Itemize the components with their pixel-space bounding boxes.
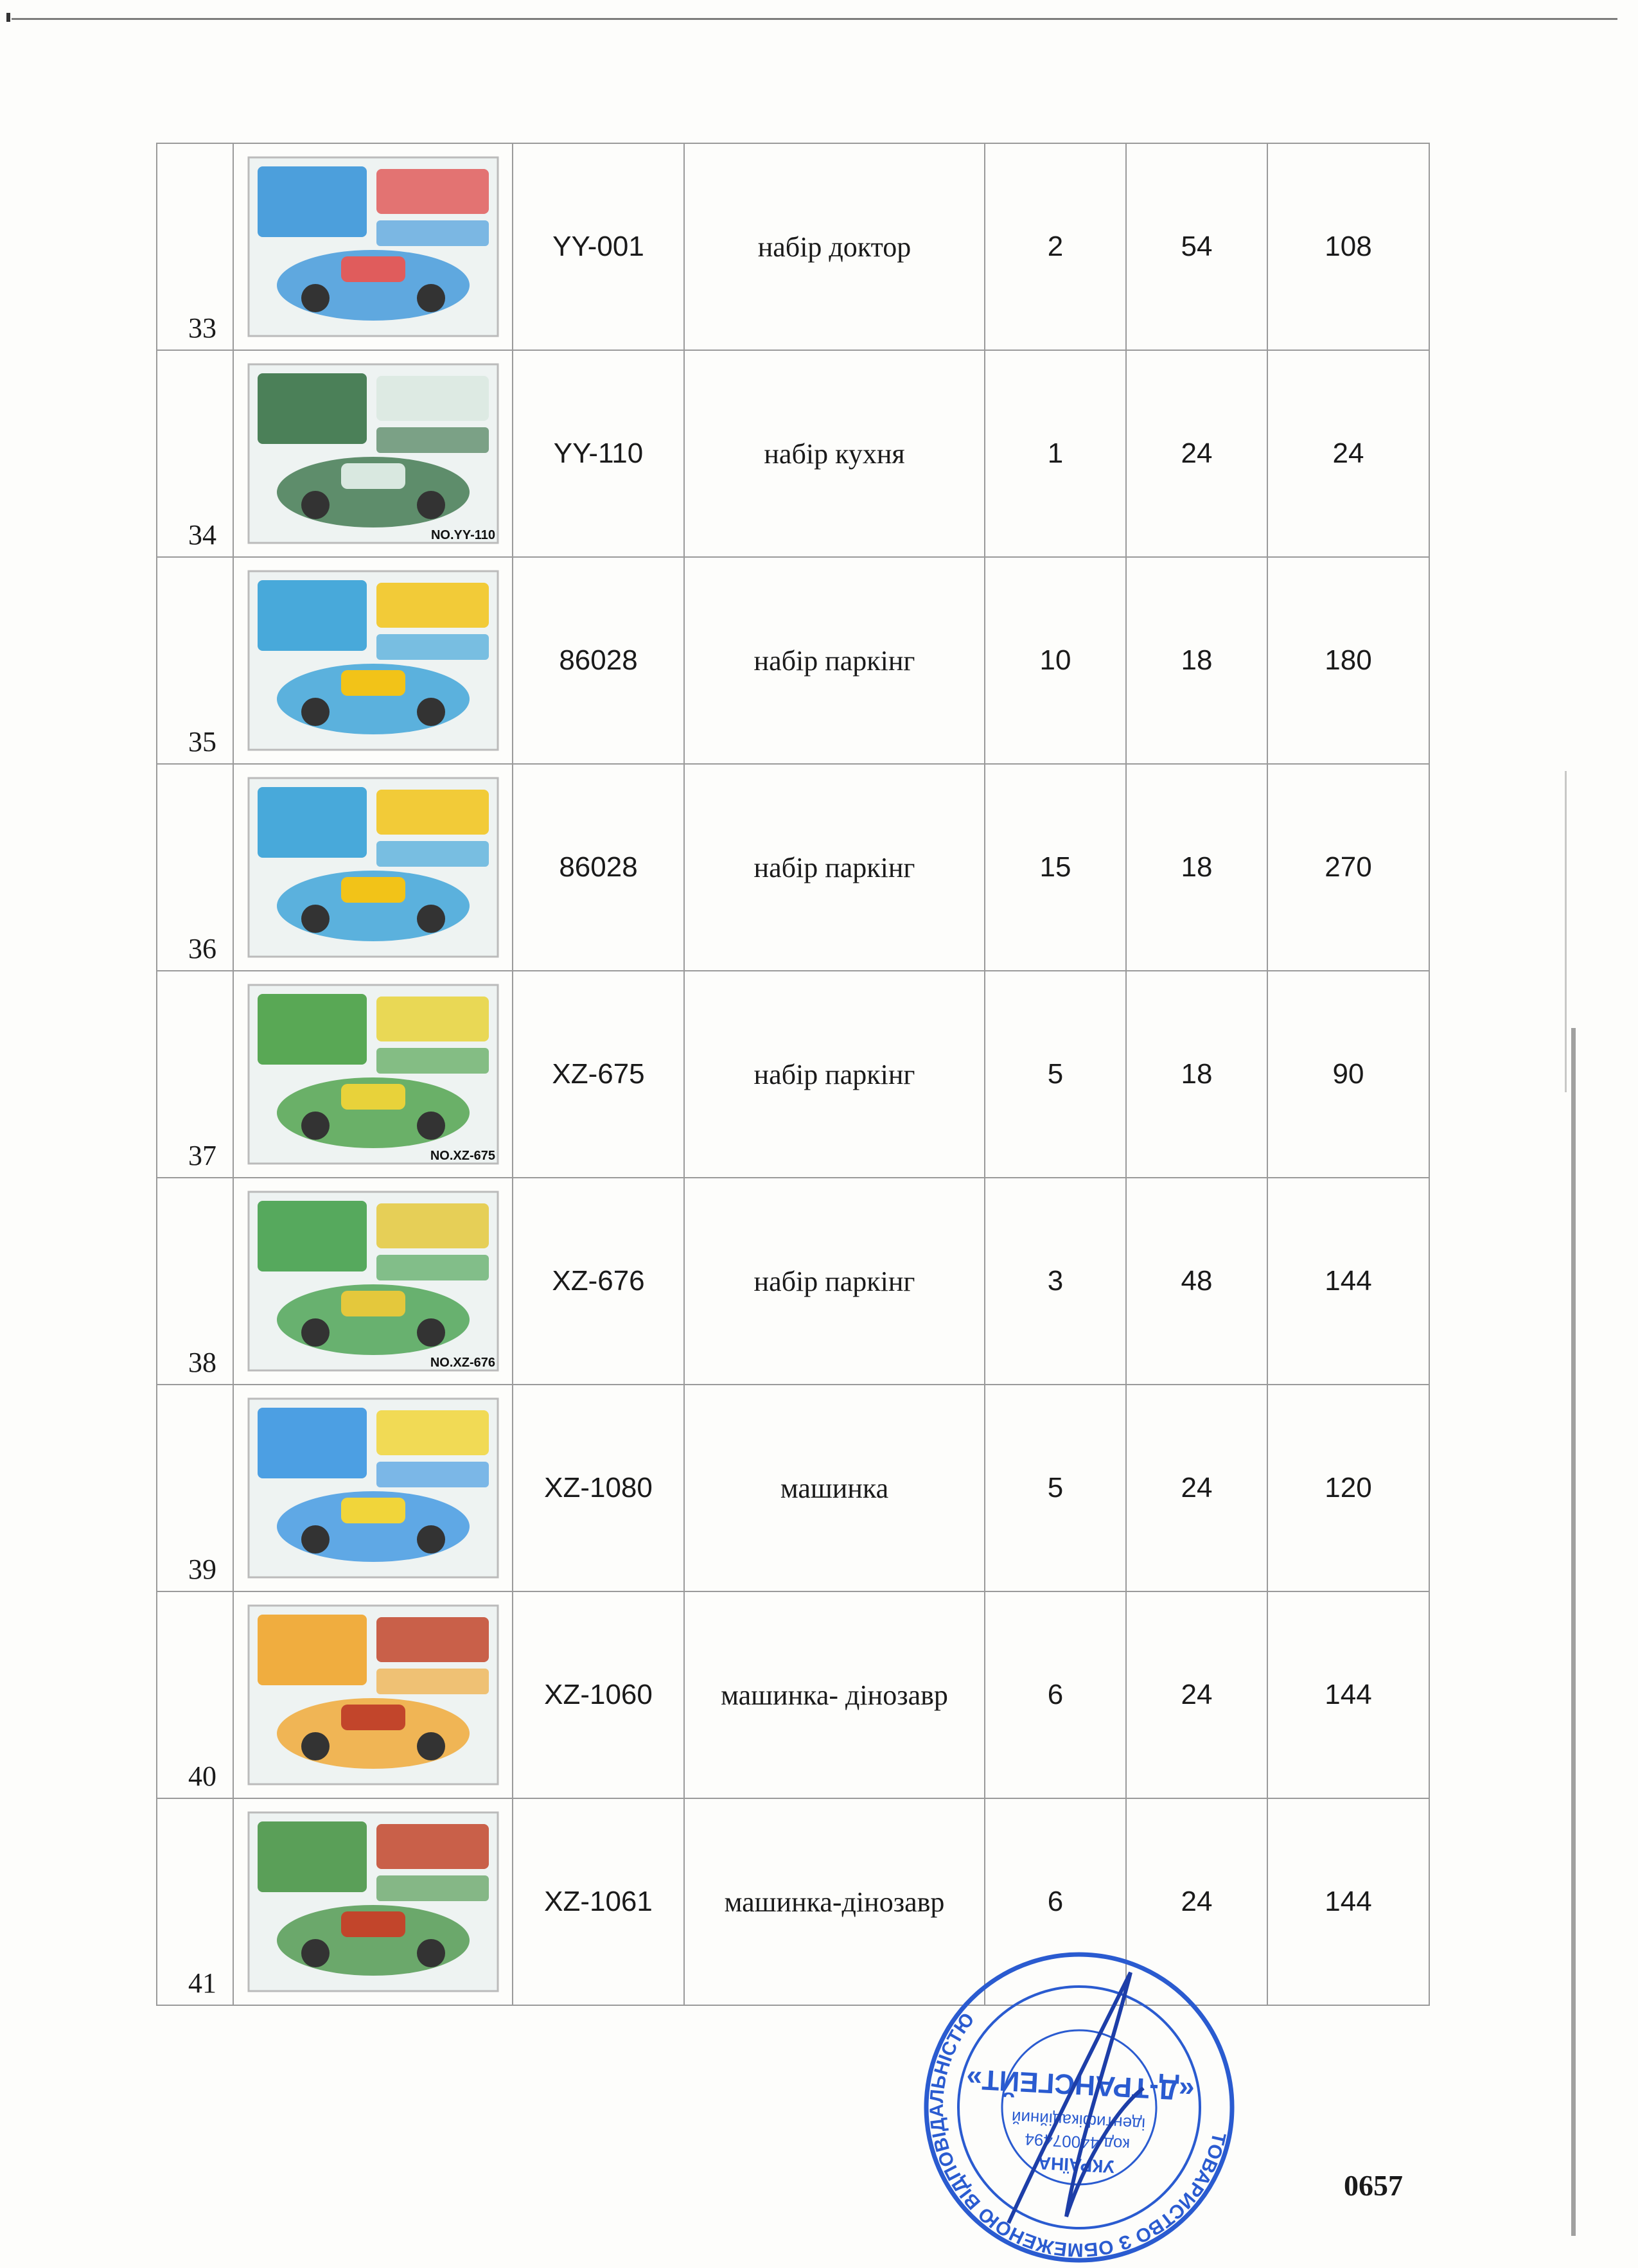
product-code-cell: YY-110 <box>513 350 684 557</box>
quantity-cell: 10 <box>985 557 1126 764</box>
scan-artifact-right-edge <box>1571 1028 1576 2236</box>
quantity-cell: 3 <box>985 1178 1126 1385</box>
items-table <box>156 143 1430 2006</box>
stamp-code: код 44007494 <box>1024 2129 1131 2155</box>
product-image-cell-cell <box>233 350 513 557</box>
product-name-cell: набір паркінг <box>684 1178 985 1385</box>
row-number-cell <box>157 557 233 764</box>
unit-price-cell: 24 <box>1126 1798 1267 2005</box>
product-code-cell: XZ-1080 <box>513 1385 684 1591</box>
product-image-cell-cell <box>233 143 513 350</box>
line-total-cell: 144 <box>1267 1591 1429 1798</box>
page-number: 0657 <box>1344 2169 1403 2202</box>
product-code-cell: 86028 <box>513 764 684 971</box>
product-name-cell: набір доктор <box>684 143 985 350</box>
parking-set-box-icon <box>245 567 502 754</box>
row-number: 38 <box>188 1347 216 1378</box>
items-table-body <box>157 143 1429 2005</box>
scan-artifact-mark <box>6 13 10 22</box>
unit-price-cell: 18 <box>1126 764 1267 971</box>
product-code-cell: 86028 <box>513 557 684 764</box>
kitchen-set-box-icon <box>245 360 502 547</box>
product-image-label: NO.YY-110 <box>430 528 495 542</box>
row-number-cell <box>157 1591 233 1798</box>
table-row <box>157 971 1429 1178</box>
product-image-cell-cell <box>233 1385 513 1591</box>
line-total-cell: 24 <box>1267 350 1429 557</box>
product-code-cell: XZ-675 <box>513 971 684 1178</box>
quantity-cell: 5 <box>985 971 1126 1178</box>
product-code-cell: XZ-1061 <box>513 1798 684 2005</box>
stamp-code-label: ідентифікаційний <box>1011 2107 1146 2134</box>
product-image-label: NO.XZ-675 <box>430 1149 495 1163</box>
row-number-cell <box>157 143 233 350</box>
product-name-cell: набір паркінг <box>684 971 985 1178</box>
unit-price-cell: 24 <box>1126 350 1267 557</box>
unit-price-cell: 18 <box>1126 971 1267 1178</box>
product-image-cell-cell <box>233 971 513 1178</box>
scan-artifact-right-line <box>1565 771 1567 1092</box>
line-total-cell: 180 <box>1267 557 1429 764</box>
quantity-cell: 6 <box>985 1591 1126 1798</box>
table-row <box>157 557 1429 764</box>
table-row <box>157 1178 1429 1385</box>
table-row <box>157 143 1429 350</box>
dinosaur-car-green-icon <box>245 1809 502 1995</box>
dinosaur-car-yellow-icon <box>245 1602 502 1788</box>
quantity-cell: 6 <box>985 1798 1126 2005</box>
row-number-cell <box>157 1798 233 2005</box>
line-total-cell: 90 <box>1267 971 1429 1178</box>
blue-car-box-icon <box>245 1395 502 1581</box>
row-number: 34 <box>188 519 216 551</box>
product-image-cell-cell <box>233 1798 513 2005</box>
stamp-country: УКРАЇНА <box>1037 2152 1115 2177</box>
table-row <box>157 1591 1429 1798</box>
unit-price-cell: 48 <box>1126 1178 1267 1385</box>
quantity-cell: 2 <box>985 143 1126 350</box>
table-row <box>157 350 1429 557</box>
row-number: 36 <box>188 933 216 964</box>
product-name-cell: машинка-дінозавр <box>684 1798 985 2005</box>
unit-price-cell: 24 <box>1126 1385 1267 1591</box>
row-number: 40 <box>188 1760 216 1792</box>
row-number-cell <box>157 971 233 1178</box>
row-number-cell <box>157 350 233 557</box>
product-image-cell-cell <box>233 1178 513 1385</box>
row-number-cell <box>157 1178 233 1385</box>
quantity-cell: 15 <box>985 764 1126 971</box>
row-number: 35 <box>188 726 216 757</box>
row-number: 41 <box>188 1967 216 1999</box>
product-name-cell: набір паркінг <box>684 764 985 971</box>
row-number: 37 <box>188 1140 216 1171</box>
row-number-cell <box>157 1385 233 1591</box>
quantity-cell: 1 <box>985 350 1126 557</box>
line-total-cell: 120 <box>1267 1385 1429 1591</box>
product-image-cell-cell <box>233 1591 513 1798</box>
line-total-cell: 144 <box>1267 1178 1429 1385</box>
product-code-cell: XZ-676 <box>513 1178 684 1385</box>
table-row <box>157 1385 1429 1591</box>
stamp-outer-text: ТОВАРИСТВО З ОБМЕЖЕНОЮ ВІДПОВІДАЛЬНІСТЮ <box>926 2009 1230 2261</box>
parking-set-green-icon <box>245 981 502 1167</box>
unit-price-cell: 24 <box>1126 1591 1267 1798</box>
product-code-cell: XZ-1060 <box>513 1591 684 1798</box>
doctor-kit-box-icon <box>245 154 502 340</box>
product-name-cell: набір паркінг <box>684 557 985 764</box>
product-image-label: NO.XZ-676 <box>430 1356 495 1370</box>
row-number-cell <box>157 764 233 971</box>
row-number: 39 <box>188 1554 216 1585</box>
parking-set-backpack-icon <box>245 1188 502 1374</box>
company-seal-stamp <box>919 1947 1240 2268</box>
product-code-cell: YY-001 <box>513 143 684 350</box>
line-total-cell: 108 <box>1267 143 1429 350</box>
product-image-cell-cell <box>233 764 513 971</box>
product-name-cell: набір кухня <box>684 350 985 557</box>
unit-price-cell: 18 <box>1126 557 1267 764</box>
quantity-cell: 5 <box>985 1385 1126 1591</box>
scan-artifact-top-line <box>12 18 1617 20</box>
table-row <box>157 764 1429 971</box>
line-total-cell: 270 <box>1267 764 1429 971</box>
product-name-cell: машинка <box>684 1385 985 1591</box>
line-total-cell: 144 <box>1267 1798 1429 2005</box>
product-name-cell: машинка- дінозавр <box>684 1591 985 1798</box>
parking-set-box-icon <box>245 774 502 961</box>
product-image-cell-cell <box>233 557 513 764</box>
stamp-company-name: «Д-ТРАНСГЕЙТ» <box>965 2062 1195 2107</box>
row-number: 33 <box>188 312 216 344</box>
unit-price-cell: 54 <box>1126 143 1267 350</box>
